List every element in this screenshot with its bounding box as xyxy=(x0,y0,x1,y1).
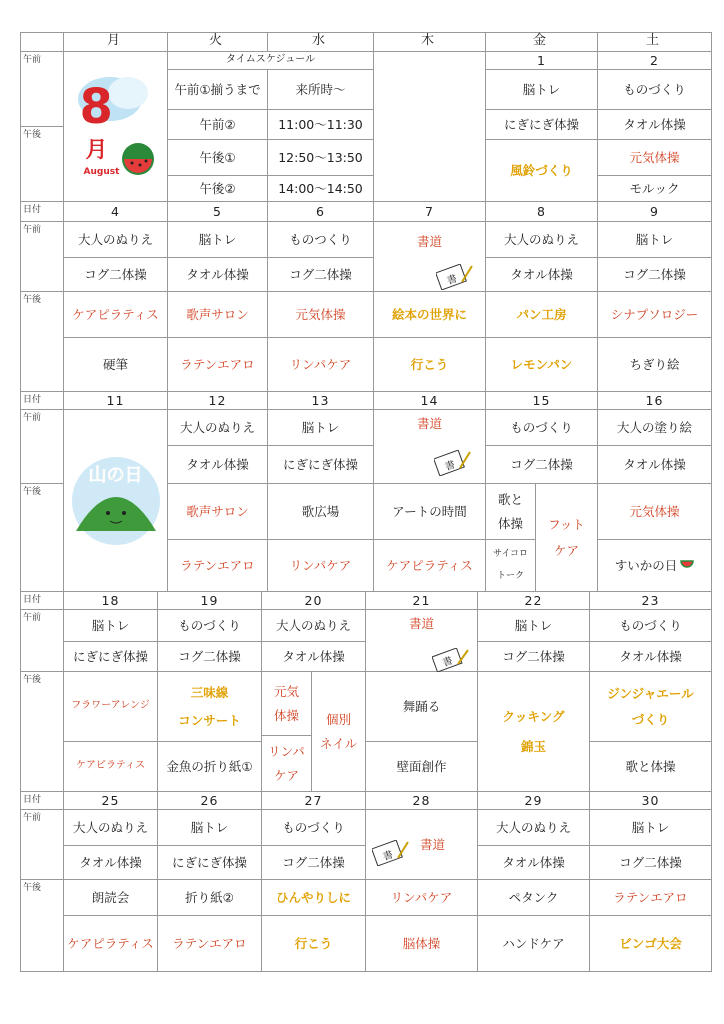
svg-text:書: 書 xyxy=(443,459,457,474)
w4-sat-pm1-line2: づくり xyxy=(631,711,670,727)
w3-fri-pm-c-line2: ケア xyxy=(553,542,579,558)
header-fri: 金 xyxy=(486,32,598,52)
label-am-w1: 午前 xyxy=(20,52,64,127)
w5-sat-am1: 脳トレ xyxy=(590,810,712,846)
corner-cell xyxy=(20,32,64,52)
w4-sat-am1: ものづくり xyxy=(590,610,712,642)
w5-sat-pm1: ラテンエアロ xyxy=(590,880,712,916)
label-am-w3: 午前 xyxy=(20,410,64,484)
w4-wed-pm-c-line1: 個別 xyxy=(325,711,351,727)
w3-thu-pm2: ケアピラティス xyxy=(374,540,486,592)
w4-date-tue: 19 xyxy=(158,592,262,610)
w3-date-wed: 13 xyxy=(268,392,374,410)
w2-date-tue: 5 xyxy=(168,202,268,222)
schedule-time-2: 11:00～11:30 xyxy=(268,110,374,140)
label-pm-w3: 午後 xyxy=(20,484,64,592)
w2-tue-pm1: 歌声サロン xyxy=(168,292,268,338)
label-date-w2: 日付 xyxy=(20,202,64,222)
header-mon: 月 xyxy=(64,32,168,52)
w2-fri-pm1: パン工房 xyxy=(486,292,598,338)
w4-tue-pm1 xyxy=(158,672,262,742)
w2-date-mon: 4 xyxy=(64,202,168,222)
schedule-name-1: 午前①揃うまで xyxy=(168,70,268,110)
header-wed: 水 xyxy=(268,32,374,52)
w5-fri-am2: タオル体操 xyxy=(478,846,590,880)
schedule-title: タイムスケジュール xyxy=(168,52,374,70)
w5-tue-pm1: 折り紙② xyxy=(158,880,262,916)
label-pm-w2: 午後 xyxy=(20,292,64,392)
w3-wed-pm2: リンパケア xyxy=(268,540,374,592)
w2-date-sat: 9 xyxy=(598,202,712,222)
w2-fri-am2: タオル体操 xyxy=(486,258,598,292)
label-am-w2: 午前 xyxy=(20,222,64,292)
w5-thu-pm2: 脳体操 xyxy=(366,916,478,972)
w3-sat-am1: 大人の塗り絵 xyxy=(598,410,712,446)
w4-fri-am1: 脳トレ xyxy=(478,610,590,642)
w4-wed-am1: 大人のぬりえ xyxy=(262,610,366,642)
w3-date-thu: 14 xyxy=(374,392,486,410)
august-number: 8 xyxy=(79,78,113,135)
w1-sat-am1: ものづくり xyxy=(598,70,712,110)
w2-wed-pm1: 元気体操 xyxy=(268,292,374,338)
w3-fri-pm-a-line2: 体操 xyxy=(497,515,523,531)
w4-tue-am1: ものづくり xyxy=(158,610,262,642)
august-badge xyxy=(70,67,162,187)
w5-date-fri: 29 xyxy=(478,792,590,810)
w4-wed-pm-a-line2: 体操 xyxy=(273,707,299,723)
w4-sat-am2: タオル体操 xyxy=(590,642,712,672)
w1-sat-pm2: モルック xyxy=(598,176,712,202)
w2-thu-pm2: 行こう xyxy=(374,338,486,392)
w2-date-fri: 8 xyxy=(486,202,598,222)
w3-tue-pm2: ラテンエアロ xyxy=(168,540,268,592)
w5-wed-am1: ものづくり xyxy=(262,810,366,846)
w4-thu-pm2: 壁面創作 xyxy=(366,742,478,792)
w4-wed-am2: タオル体操 xyxy=(262,642,366,672)
w5-sat-pm2: ビンゴ大会 xyxy=(590,916,712,972)
w4-mon-pm2: ケアピラティス xyxy=(64,742,158,792)
w1-thu-empty xyxy=(374,52,486,202)
w4-tue-pm2: 金魚の折り紙① xyxy=(158,742,262,792)
w5-wed-am2: コグ二体操 xyxy=(262,846,366,880)
august-english: August xyxy=(83,166,120,177)
watermelon-icon xyxy=(680,558,694,574)
w3-sat-pm2-label: すいかの日 xyxy=(614,557,678,573)
w5-thu-pm1: リンパケア xyxy=(366,880,478,916)
header-tue: 火 xyxy=(168,32,268,52)
w2-sat-pm2: ちぎり絵 xyxy=(598,338,712,392)
mountain-day-title: 山の日 xyxy=(88,464,143,486)
w5-mon-am1: 大人のぬりえ xyxy=(64,810,158,846)
w4-date-wed: 20 xyxy=(262,592,366,610)
w4-thu-pm1: 舞踊る xyxy=(366,672,478,742)
w5-fri-am1: 大人のぬりえ xyxy=(478,810,590,846)
w4-date-thu: 21 xyxy=(366,592,478,610)
w1-fri-am2: にぎにぎ体操 xyxy=(486,110,598,140)
w4-tue-pm1-line1: 三味線 xyxy=(190,684,229,700)
w5-wed-pm1: ひんやりしに xyxy=(262,880,366,916)
w3-sat-pm2 xyxy=(598,540,712,592)
w4-wed-pm-b-line2: ケア xyxy=(273,767,299,783)
w3-fri-pm-b-line2: トーク xyxy=(496,570,524,581)
w5-fri-pm1: ペタンク xyxy=(478,880,590,916)
w5-mon-pm2: ケアピラティス xyxy=(64,916,158,972)
w5-tue-am1: 脳トレ xyxy=(158,810,262,846)
w1-sat-pm1: 元気体操 xyxy=(598,140,712,176)
w5-fri-pm2: ハンドケア xyxy=(478,916,590,972)
w1-date-sat: 2 xyxy=(598,52,712,70)
label-date-w4: 日付 xyxy=(20,592,64,610)
w4-sat-pm1-line1: ジンジャエール xyxy=(607,685,694,701)
w4-wed-pm-b xyxy=(262,736,312,792)
w1-date-fri: 1 xyxy=(486,52,598,70)
w4-mon-pm1: フラワーアレンジ xyxy=(64,672,158,742)
w3-date-tue: 12 xyxy=(168,392,268,410)
w4-tue-pm1-line2: コンサート xyxy=(178,712,241,728)
w4-wed-pm-a-line1: 元気 xyxy=(273,683,299,699)
w4-mon-am2: にぎにぎ体操 xyxy=(64,642,158,672)
label-date-w5: 日付 xyxy=(20,792,64,810)
w3-wed-pm1: 歌広場 xyxy=(268,484,374,540)
w5-thu-am: 書道 xyxy=(366,810,478,880)
w3-fri-pm-a-line1: 歌と xyxy=(497,491,523,507)
w2-wed-am1: ものつくり xyxy=(268,222,374,258)
w2-sat-am1: 脳トレ xyxy=(598,222,712,258)
w2-sat-am2: コグ二体操 xyxy=(598,258,712,292)
mountain-day-badge xyxy=(70,455,162,547)
w4-fri-pm-line2: 錦玉 xyxy=(520,738,546,754)
w3-wed-am1: 脳トレ xyxy=(268,410,374,446)
w4-date-sat: 23 xyxy=(590,592,712,610)
label-pm-w5: 午後 xyxy=(20,880,64,972)
w3-fri-am1: ものづくり xyxy=(486,410,598,446)
w4-fri-am2: コグ二体操 xyxy=(478,642,590,672)
w2-date-wed: 6 xyxy=(268,202,374,222)
schedule-time-1: 来所時～ xyxy=(268,70,374,110)
w4-date-fri: 22 xyxy=(478,592,590,610)
w4-mon-am1: 脳トレ xyxy=(64,610,158,642)
w4-wed-pm-c-line2: ネイル xyxy=(319,735,358,751)
w5-date-wed: 27 xyxy=(262,792,366,810)
w1-fri-am1: 脳トレ xyxy=(486,70,598,110)
calendar-sheet xyxy=(20,32,712,972)
calligraphy-icon xyxy=(372,840,410,870)
w2-thu-pm1: 絵本の世界に xyxy=(374,292,486,338)
w2-mon-am2: コグ二体操 xyxy=(64,258,168,292)
w3-fri-pm-b-line1: サイコロ xyxy=(492,549,528,560)
calligraphy-icon xyxy=(434,450,472,480)
w2-thu-am: 書道 xyxy=(374,222,486,292)
august-badge-cell xyxy=(64,52,168,202)
w3-fri-pm-c-line1: フット xyxy=(548,516,585,532)
header-thu: 木 xyxy=(374,32,486,52)
w3-tue-am2: タオル体操 xyxy=(168,446,268,484)
w4-fri-pm-line1: クッキング xyxy=(502,708,565,724)
w4-sat-pm2: 歌と体操 xyxy=(590,742,712,792)
schedule-name-3: 午後① xyxy=(168,140,268,176)
w2-mon-am1: 大人のぬりえ xyxy=(64,222,168,258)
august-kanji: 月 xyxy=(85,137,108,163)
w3-date-mon: 11 xyxy=(64,392,168,410)
w5-tue-pm2: ラテンエアロ xyxy=(158,916,262,972)
label-am-w5: 午前 xyxy=(20,810,64,880)
svg-text:書: 書 xyxy=(441,655,455,670)
w1-fri-pm: 風鈴づくり xyxy=(486,140,598,202)
w2-mon-pm1: ケアピラティス xyxy=(64,292,168,338)
w2-sat-pm1: シナプソロジー xyxy=(598,292,712,338)
mountain-day-cell xyxy=(64,410,168,592)
w4-fri-pm xyxy=(478,672,590,792)
calligraphy-icon xyxy=(436,264,474,294)
w4-date-mon: 18 xyxy=(64,592,158,610)
w3-wed-am2: にぎにぎ体操 xyxy=(268,446,374,484)
w1-sat-am2: タオル体操 xyxy=(598,110,712,140)
svg-text:書: 書 xyxy=(381,849,395,864)
label-pm-w4: 午後 xyxy=(20,672,64,792)
schedule-name-2: 午前② xyxy=(168,110,268,140)
w5-sat-am2: コグ二体操 xyxy=(590,846,712,880)
w3-date-sat: 16 xyxy=(598,392,712,410)
w4-wed-pm-b-line1: リンパ xyxy=(268,743,305,759)
w3-fri-pm-b xyxy=(486,540,536,592)
svg-text:書: 書 xyxy=(445,273,459,288)
w3-fri-pm-c xyxy=(536,484,598,592)
schedule-time-3: 12:50～13:50 xyxy=(268,140,374,176)
w4-sat-pm1 xyxy=(590,672,712,742)
w2-date-thu: 7 xyxy=(374,202,486,222)
w4-wed-pm-c xyxy=(312,672,366,792)
header-sat: 土 xyxy=(598,32,712,52)
label-pm-w1: 午後 xyxy=(20,127,64,202)
w3-tue-pm1: 歌声サロン xyxy=(168,484,268,540)
w2-wed-pm2: リンパケア xyxy=(268,338,374,392)
w4-wed-pm-a xyxy=(262,672,312,736)
schedule-name-4: 午後② xyxy=(168,176,268,202)
w5-tue-am2: にぎにぎ体操 xyxy=(158,846,262,880)
w2-tue-am2: タオル体操 xyxy=(168,258,268,292)
w3-thu-pm1: アートの時間 xyxy=(374,484,486,540)
w3-sat-am2: タオル体操 xyxy=(598,446,712,484)
w3-sat-pm1: 元気体操 xyxy=(598,484,712,540)
w2-tue-pm2: ラテンエアロ xyxy=(168,338,268,392)
w5-date-tue: 26 xyxy=(158,792,262,810)
w5-mon-am2: タオル体操 xyxy=(64,846,158,880)
label-am-w4: 午前 xyxy=(20,610,64,672)
w3-tue-am1: 大人のぬりえ xyxy=(168,410,268,446)
w3-fri-am2: コグ二体操 xyxy=(486,446,598,484)
w4-tue-am2: コグ二体操 xyxy=(158,642,262,672)
w5-date-thu: 28 xyxy=(366,792,478,810)
w3-date-fri: 15 xyxy=(486,392,598,410)
w3-thu-am: 書道 xyxy=(374,410,486,484)
w2-fri-pm2: レモンパン xyxy=(486,338,598,392)
schedule-time-4: 14:00～14:50 xyxy=(268,176,374,202)
w5-date-mon: 25 xyxy=(64,792,158,810)
w5-wed-pm2: 行こう xyxy=(262,916,366,972)
w2-tue-am1: 脳トレ xyxy=(168,222,268,258)
w5-mon-pm1: 朗読会 xyxy=(64,880,158,916)
w2-mon-pm2: 硬筆 xyxy=(64,338,168,392)
w5-date-sat: 30 xyxy=(590,792,712,810)
w2-fri-am1: 大人のぬりえ xyxy=(486,222,598,258)
w3-fri-pm-a xyxy=(486,484,536,540)
w4-thu-am: 書道 xyxy=(366,610,478,672)
label-date-w3: 日付 xyxy=(20,392,64,410)
w2-wed-am2: コグ二体操 xyxy=(268,258,374,292)
